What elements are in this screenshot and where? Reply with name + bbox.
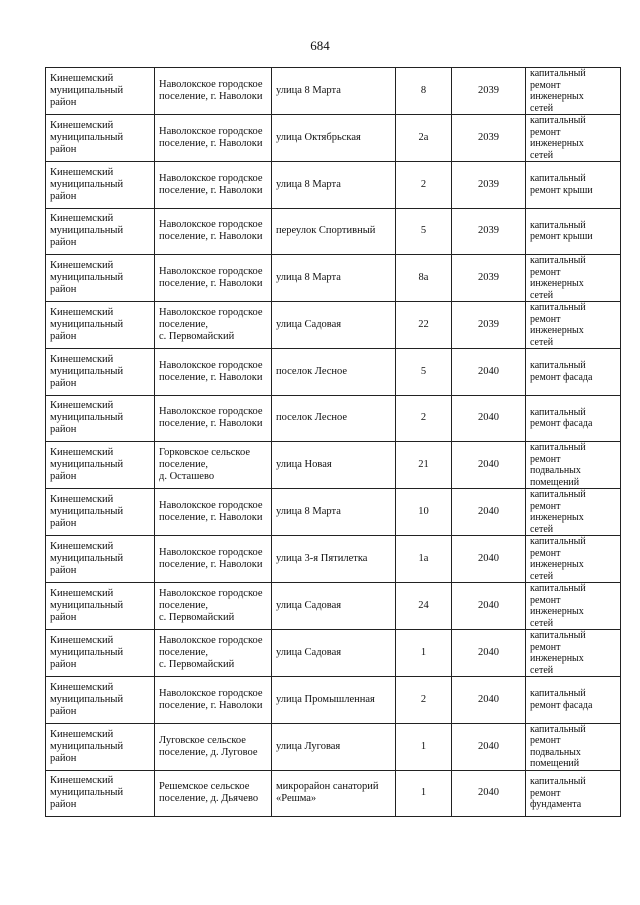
table-row [46, 349, 621, 396]
year-cell: 2040 [452, 723, 526, 770]
year-cell: 2039 [452, 255, 526, 302]
year-cell: 2039 [452, 302, 526, 349]
house-number-cell: 8а [396, 255, 452, 302]
year-cell: 2039 [452, 162, 526, 209]
table-row [46, 115, 621, 162]
district-cell: Кинешемский муниципальный район [46, 442, 155, 489]
house-number-cell: 2а [396, 115, 452, 162]
house-number-cell: 5 [396, 208, 452, 255]
district-cell: Кинешемский муниципальный район [46, 677, 155, 724]
settlement-cell: Решемское сельское поселение, д. Дьячево [155, 770, 272, 817]
settlement-cell: Наволокское городское поселение, г. Наволоки [155, 115, 272, 162]
table-row [46, 162, 621, 209]
work-type-cell: капитальный ремонт фасада [526, 395, 621, 442]
work-type-cell: капитальный ремонт инженерных сетей [526, 630, 621, 677]
street-cell: поселок Лесное [272, 395, 396, 442]
work-type-cell: капитальный ремонт подвальных помещений [526, 442, 621, 489]
table-row [46, 677, 621, 724]
work-type-cell: капитальный ремонт инженерных сетей [526, 255, 621, 302]
house-number-cell: 22 [396, 302, 452, 349]
year-cell: 2039 [452, 68, 526, 115]
settlement-cell: Наволокское городское поселение, г. Наволоки [155, 677, 272, 724]
table-row [46, 770, 621, 817]
street-cell: улица 8 Марта [272, 68, 396, 115]
work-type-cell: капитальный ремонт инженерных сетей [526, 302, 621, 349]
house-number-cell: 8 [396, 68, 452, 115]
settlement-cell: Луговское сельское поселение, д. Луговое [155, 723, 272, 770]
work-type-cell: капитальный ремонт инженерных сетей [526, 583, 621, 630]
house-number-cell: 5 [396, 349, 452, 396]
street-cell: улица Октябрьская [272, 115, 396, 162]
settlement-cell: Наволокское городское поселение, г. Наволоки [155, 349, 272, 396]
work-type-cell: капитальный ремонт инженерных сетей [526, 489, 621, 536]
page-number: 684 [310, 38, 330, 53]
table-row [46, 255, 621, 302]
street-cell: улица Садовая [272, 583, 396, 630]
street-cell: переулок Спортивный [272, 208, 396, 255]
work-type-cell: капитальный ремонт крыши [526, 162, 621, 209]
settlement-cell: Наволокское городское поселение, г. Наволоки [155, 489, 272, 536]
table-row [46, 68, 621, 115]
house-number-cell: 2 [396, 162, 452, 209]
year-cell: 2040 [452, 442, 526, 489]
table-row [46, 630, 621, 677]
table-row [46, 489, 621, 536]
settlement-cell: Наволокское городское поселение, г. Наволоки [155, 68, 272, 115]
work-type-cell: капитальный ремонт инженерных сетей [526, 68, 621, 115]
settlement-cell: Наволокское городское поселение, г. Наволоки [155, 255, 272, 302]
house-number-cell: 1 [396, 630, 452, 677]
table-row [46, 442, 621, 489]
table-row [46, 583, 621, 630]
settlement-cell: Наволокское городское поселение, г. Наволоки [155, 208, 272, 255]
settlement-cell: Наволокское городское поселение, с. Первомайский [155, 583, 272, 630]
district-cell: Кинешемский муниципальный район [46, 349, 155, 396]
year-cell: 2040 [452, 395, 526, 442]
work-type-cell: капитальный ремонт фасада [526, 677, 621, 724]
year-cell: 2040 [452, 630, 526, 677]
district-cell: Кинешемский муниципальный район [46, 68, 155, 115]
work-type-cell: капитальный ремонт подвальных помещений [526, 723, 621, 770]
house-number-cell: 2 [396, 395, 452, 442]
settlement-cell: Горковское сельское поселение, д. Осташево [155, 442, 272, 489]
settlement-cell: Наволокское городское поселение, г. Наволоки [155, 162, 272, 209]
year-cell: 2040 [452, 770, 526, 817]
district-cell: Кинешемский муниципальный район [46, 723, 155, 770]
settlement-cell: Наволокское городское поселение, г. Наволоки [155, 536, 272, 583]
district-cell: Кинешемский муниципальный район [46, 583, 155, 630]
district-cell: Кинешемский муниципальный район [46, 255, 155, 302]
street-cell: улица 8 Марта [272, 489, 396, 536]
street-cell: улица 8 Марта [272, 255, 396, 302]
street-cell: улица 3-я Пятилетка [272, 536, 396, 583]
year-cell: 2040 [452, 536, 526, 583]
street-cell: улица Садовая [272, 302, 396, 349]
street-cell: улица 8 Марта [272, 162, 396, 209]
repair-schedule-table [45, 67, 621, 817]
street-cell: улица Новая [272, 442, 396, 489]
district-cell: Кинешемский муниципальный район [46, 208, 155, 255]
year-cell: 2039 [452, 208, 526, 255]
street-cell: улица Промышленная [272, 677, 396, 724]
street-cell: улица Садовая [272, 630, 396, 677]
table-row [46, 208, 621, 255]
work-type-cell: капитальный ремонт фундамента [526, 770, 621, 817]
district-cell: Кинешемский муниципальный район [46, 115, 155, 162]
year-cell: 2039 [452, 115, 526, 162]
street-cell: микрорайон санаторий «Решма» [272, 770, 396, 817]
table-row [46, 302, 621, 349]
settlement-cell: Наволокское городское поселение, г. Наволоки [155, 395, 272, 442]
street-cell: улица Луговая [272, 723, 396, 770]
district-cell: Кинешемский муниципальный район [46, 162, 155, 209]
district-cell: Кинешемский муниципальный район [46, 630, 155, 677]
work-type-cell: капитальный ремонт инженерных сетей [526, 115, 621, 162]
district-cell: Кинешемский муниципальный район [46, 302, 155, 349]
house-number-cell: 2 [396, 677, 452, 724]
work-type-cell: капитальный ремонт фасада [526, 349, 621, 396]
year-cell: 2040 [452, 677, 526, 724]
house-number-cell: 1 [396, 770, 452, 817]
district-cell: Кинешемский муниципальный район [46, 395, 155, 442]
table-row [46, 536, 621, 583]
house-number-cell: 21 [396, 442, 452, 489]
settlement-cell: Наволокское городское поселение, с. Первомайский [155, 630, 272, 677]
house-number-cell: 10 [396, 489, 452, 536]
district-cell: Кинешемский муниципальный район [46, 536, 155, 583]
district-cell: Кинешемский муниципальный район [46, 770, 155, 817]
table-row [46, 723, 621, 770]
house-number-cell: 1а [396, 536, 452, 583]
table-row [46, 395, 621, 442]
work-type-cell: капитальный ремонт инженерных сетей [526, 536, 621, 583]
year-cell: 2040 [452, 349, 526, 396]
year-cell: 2040 [452, 583, 526, 630]
work-type-cell: капитальный ремонт крыши [526, 208, 621, 255]
street-cell: поселок Лесное [272, 349, 396, 396]
year-cell: 2040 [452, 489, 526, 536]
house-number-cell: 24 [396, 583, 452, 630]
district-cell: Кинешемский муниципальный район [46, 489, 155, 536]
house-number-cell: 1 [396, 723, 452, 770]
settlement-cell: Наволокское городское поселение, с. Первомайский [155, 302, 272, 349]
